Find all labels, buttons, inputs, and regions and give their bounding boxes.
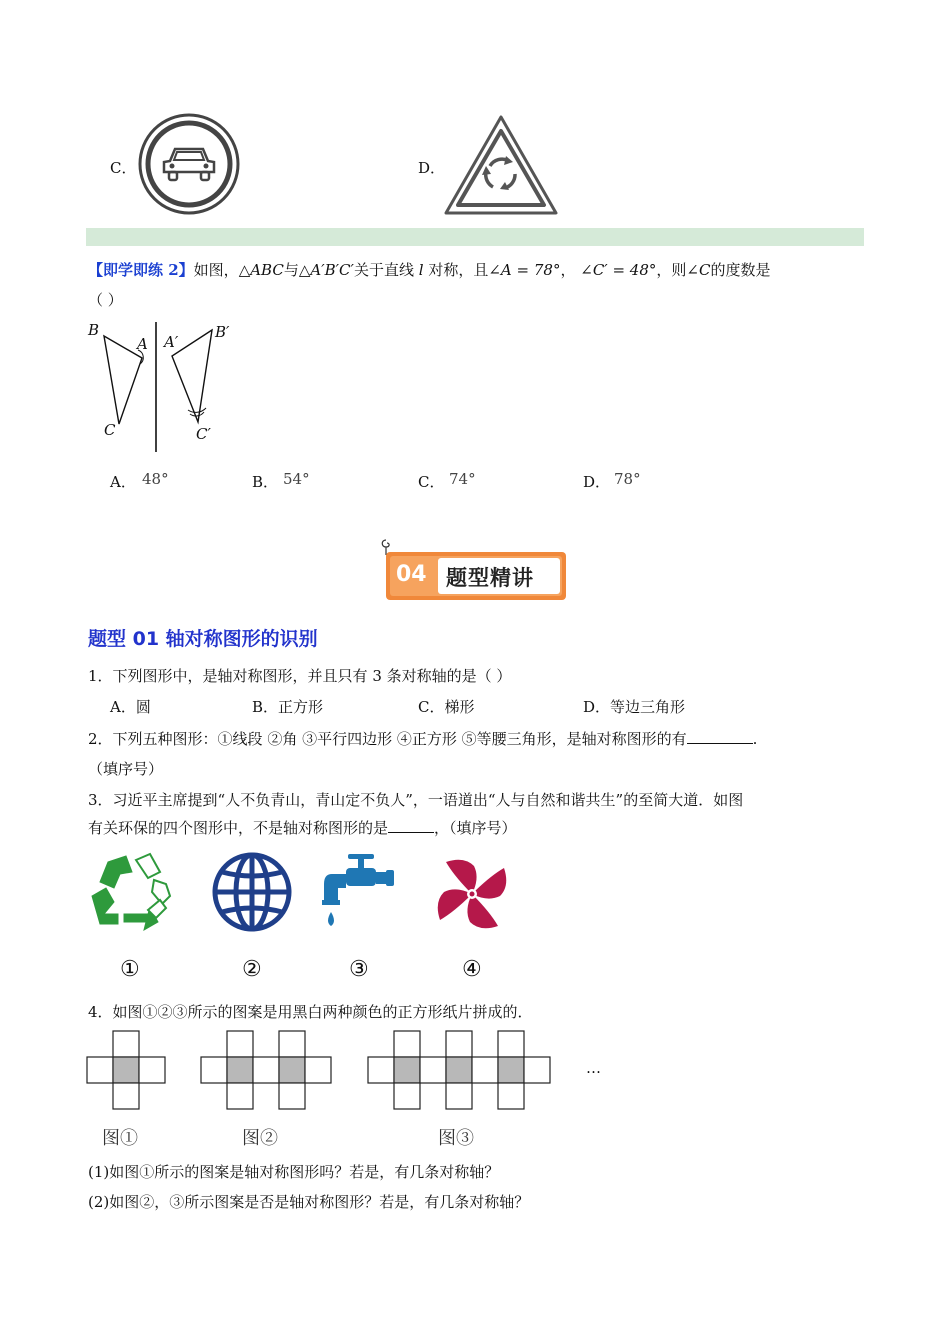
q4-ellipsis: …: [586, 1059, 601, 1077]
practice2-option-d-letter: D．: [583, 473, 611, 491]
section-title: 题型 01 轴对称图形的识别: [88, 628, 318, 650]
fig-label-b-prime: B′: [215, 323, 230, 341]
q3-label-4: ④: [462, 957, 482, 982]
practice2-stem-c: 关于直线: [353, 261, 414, 279]
q2-stem-line: [88, 729, 757, 749]
q2-end: .: [752, 730, 758, 748]
section-banner: [386, 552, 566, 600]
line-l: l: [418, 261, 424, 279]
triangle-abc: △ABC: [238, 261, 284, 279]
angle-a: ∠A = 78°: [488, 261, 561, 279]
practice2-stem-f: 的度数是: [710, 261, 771, 279]
q2-answer-blank[interactable]: [687, 729, 753, 744]
fan-icon: [434, 856, 510, 932]
q1-option-b: B．正方形: [252, 698, 324, 716]
practice2-option-a-letter: A．: [110, 473, 136, 491]
q3-label-1: ①: [120, 957, 140, 982]
practice2-option-c-value: 74°: [449, 470, 476, 488]
q2-stem: 2．下列五种图形：①线段 ②角 ③平行四边形 ④正方形 ⑤等腰三角形，是轴对称图形的有: [88, 730, 687, 748]
q3-label-2: ②: [242, 957, 262, 982]
q3-line2: [88, 818, 517, 838]
fig-label-b: B: [88, 321, 100, 339]
recycle-icon: [88, 852, 174, 932]
angle-c-prime: ∠C′ = 48°: [580, 261, 657, 279]
q4-sub2: (2)如图②，③所示图案是否是轴对称图形？若是，有几条对称轴？: [88, 1193, 530, 1211]
q3-line2b: ，（填序号）: [434, 819, 517, 837]
practice2-answer-paren: （ ）: [88, 291, 123, 309]
practice2-stem-d: 对称，且: [428, 261, 489, 279]
q4-sub1: (1)如图①所示的图案是轴对称图形吗？若是，有几条对称轴？: [88, 1163, 500, 1181]
practice2-tag: 【即学即练 2】: [88, 261, 194, 279]
practice2-option-a-value: 48°: [142, 470, 169, 488]
q3-label-3: ③: [349, 957, 369, 982]
practice2-stem-e: ，则: [656, 261, 687, 279]
practice2-sep: ，: [560, 261, 576, 279]
q3-line2a: 有关环保的四个图形中，不是轴对称图形的是: [88, 819, 389, 837]
fig-label-a: A: [137, 335, 148, 353]
option-c-label: C．: [110, 159, 137, 177]
section-divider-bar: [86, 228, 864, 246]
q4-stem: 4．如图①②③所示的图案是用黑白两种颜色的正方形纸片拼成的．: [88, 1003, 533, 1021]
practice2-option-b-letter: B．: [252, 473, 279, 491]
roundabout-warning-sign: [443, 114, 559, 216]
practice2-option-b-value: 54°: [283, 470, 310, 488]
q1-option-a: A．圆: [110, 698, 151, 716]
fig-label-c-prime: C′: [196, 425, 211, 443]
faucet-icon: [322, 852, 398, 936]
pattern-figure-1: [86, 1030, 168, 1110]
q4-caption-2: 图②: [242, 1128, 278, 1149]
banner-title: 题型精讲: [446, 566, 534, 590]
q1-option-c: C．梯形: [418, 698, 475, 716]
q3-answer-blank[interactable]: [388, 818, 434, 833]
q1-stem: 1．下列图形中，是轴对称图形，并且只有 3 条对称轴的是（ ）: [88, 667, 512, 685]
pattern-figure-2: [200, 1030, 334, 1110]
no-motor-vehicle-sign: [137, 112, 241, 216]
globe-icon: [210, 850, 294, 934]
q4-caption-1: 图①: [102, 1128, 138, 1149]
fig-label-c: C: [104, 421, 116, 439]
practice2-stem: [88, 260, 770, 280]
q2-note: （填序号）: [88, 760, 164, 778]
q3-line1: 3．习近平主席提到“人不负青山，青山定不负人”，一语道出“人与自然和谐共生”的至简大道．如图: [88, 791, 744, 809]
triangle-a2b2c2: △A′B′C′: [298, 261, 354, 279]
banner-number: 04: [396, 562, 427, 587]
q4-caption-3: 图③: [438, 1128, 474, 1149]
practice2-stem-a: 如图，: [193, 261, 239, 279]
option-d-label: D．: [418, 159, 446, 177]
practice2-option-d-value: 78°: [614, 470, 641, 488]
fig-label-a-prime: A′: [164, 333, 179, 351]
angle-c: ∠C: [686, 261, 711, 279]
q1-option-d: D．等边三角形: [583, 698, 686, 716]
pattern-figure-3: [367, 1030, 553, 1110]
practice2-option-c-letter: C．: [418, 473, 445, 491]
practice2-stem-b: 与: [283, 261, 299, 279]
